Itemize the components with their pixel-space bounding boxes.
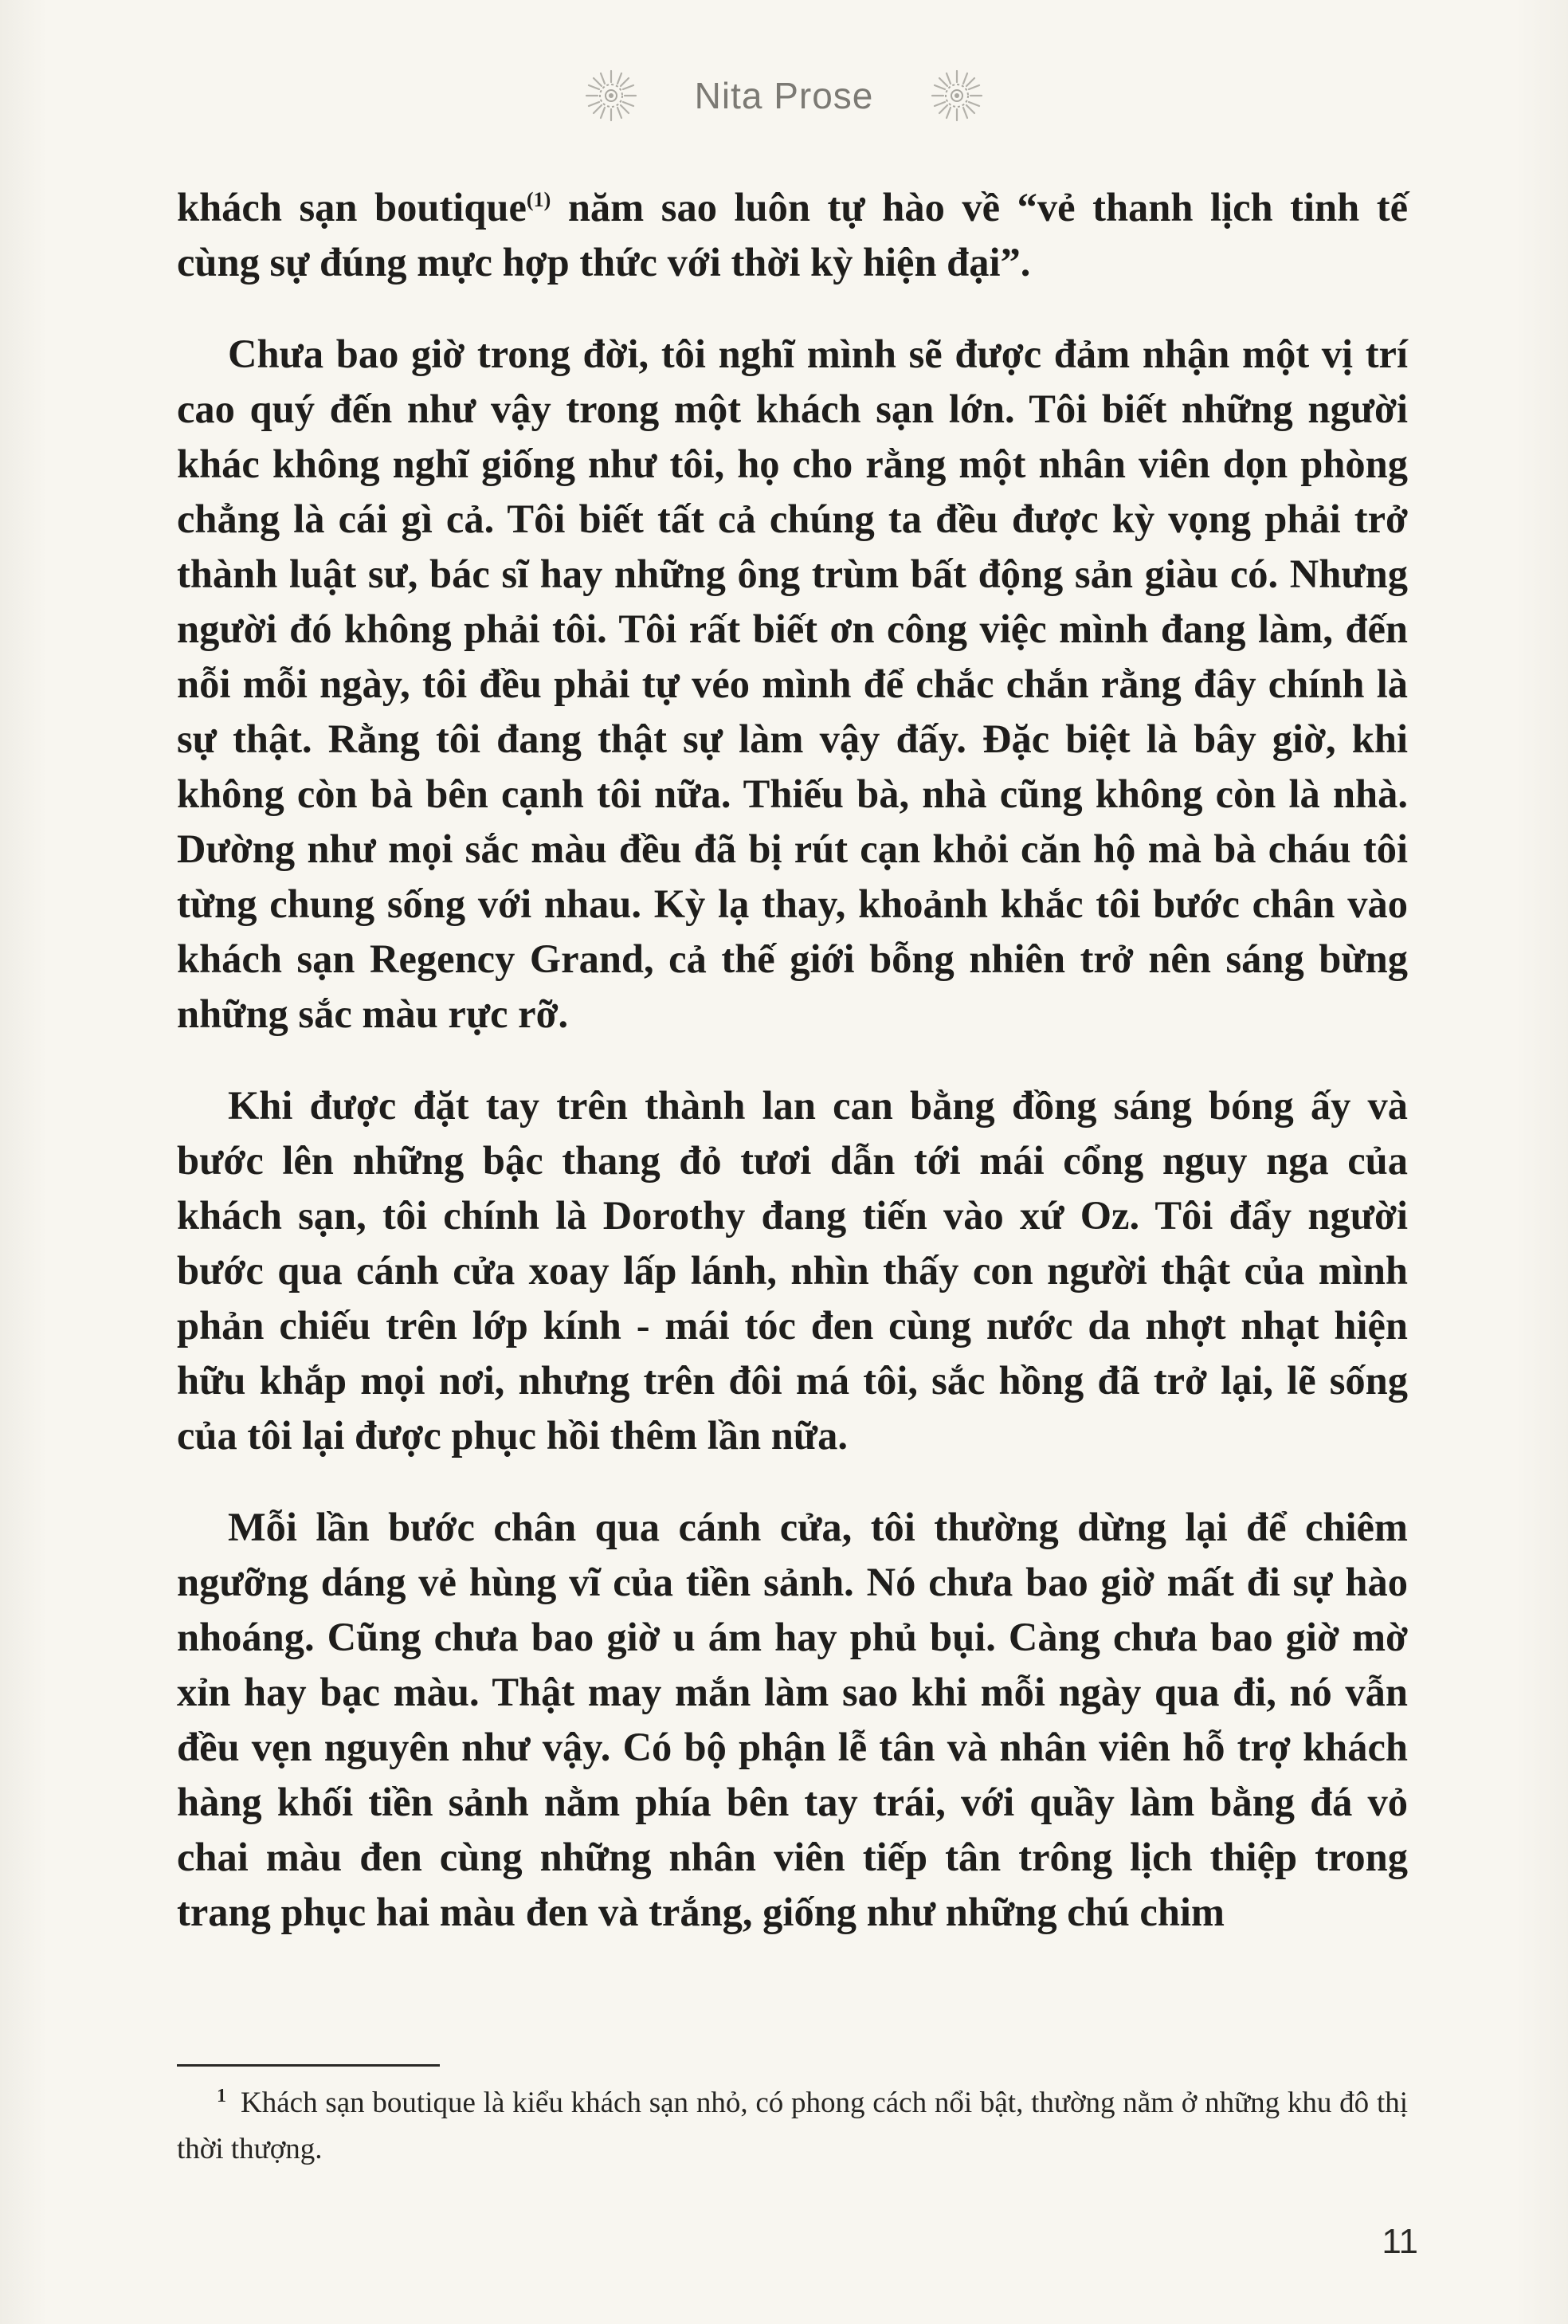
paragraph-1-after-ref: năm sao luôn tự hào về “vẻ thanh lịch tinh tế cùng sự đúng mực hợp thức với thời kỳ hiện đại”.: [177, 185, 1408, 285]
paragraph-1: [177, 180, 1408, 290]
body-text: [177, 180, 1408, 1977]
paragraph-3: Khi được đặt tay trên thành lan can bằng đồng sáng bóng ấy và bước lên những bậc thang đỏ tươi dẫn tới mái cổng nguy nga của khách sạn, tôi chính là Dorothy đang tiến vào xứ Oz. Tôi đẩy người bước qua cánh cửa xoay lấp lánh, nhìn thấy con người thật của mình phản chiếu trên lớp kính - mái tóc đen cùng nước da nhợt nhạt hiện hữu khắp mọi nơi, nhưng trên đôi má tôi, sắc hồng đã trở lại, lẽ sống của tôi lại được phục hồi thêm lần nữa.: [177, 1083, 1408, 1458]
flower-ornament-icon: [583, 68, 639, 124]
flower-ornament-icon: [929, 68, 985, 124]
paragraph-4: Mỗi lần bước chân qua cánh cửa, tôi thường dừng lại để chiêm ngưỡng dáng vẻ hùng vĩ của tiền sảnh. Nó chưa bao giờ mất đi sự hào nhoáng. Cũng chưa bao giờ u ám hay phủ bụi. Càng chưa bao giờ mờ xỉn hay bạc màu. Thật may mắn làm sao khi mỗi ngày qua đi, nó vẫn đều vẹn nguyên như vậy. Có bộ phận lễ tân và nhân viên hỗ trợ khách hàng khối tiền sảnh nằm phía bên tay trái, với quầy làm bằng đá vỏ chai màu đen cùng những nhân viên tiếp tân trông lịch thiệp trong trang phục hai màu đen và trắng, giống như những chú chim: [177, 1505, 1408, 1934]
footnote-divider: [177, 2064, 440, 2067]
footnote-marker: 1: [217, 2085, 226, 2106]
footnote: [177, 2080, 1408, 2173]
running-head-author: Nita Prose: [694, 75, 874, 116]
page-number: 11: [1382, 2222, 1418, 2261]
footnote-text: Khách sạn boutique là kiểu khách sạn nhỏ, có phong cách nổi bật, thường nằm ở những khu đô thị thời thượng.: [177, 2086, 1408, 2165]
footnote-reference[interactable]: (1): [526, 188, 551, 212]
paragraph-1-before-ref: khách sạn boutique: [177, 185, 527, 230]
paragraph-2: Chưa bao giờ trong đời, tôi nghĩ mình sẽ được đảm nhận một vị trí cao quý đến như vậy trong một khách sạn lớn. Tôi biết những người khác không nghĩ giống như tôi, họ cho rằng một nhân viên dọn phòng chẳng là cái gì cả. Tôi biết tất cả chúng ta đều được kỳ vọng phải trở thành luật sư, bác sĩ hay những ông trùm bất động sản giàu có. Nhưng người đó không phải tôi. Tôi rất biết ơn công việc mình đang làm, đến nỗi mỗi ngày, tôi đều phải tự véo mình để chắc chắn rằng đây chính là sự thật. Rằng tôi đang thật sự làm vậy đấy. Đặc biệt là bây giờ, khi không còn bà bên cạnh tôi nữa. Thiếu bà, nhà cũng không còn là nhà. Dường như mọi sắc màu đều đã bị rút cạn khỏi căn hộ mà bà cháu tôi từng chung sống với nhau. Kỳ lạ thay, khoảnh khắc tôi bước chân vào khách sạn Regency Grand, cả thế giới bỗng nhiên trở nên sáng bừng những sắc màu rực rỡ.: [177, 332, 1408, 1036]
running-head: [0, 64, 1568, 128]
